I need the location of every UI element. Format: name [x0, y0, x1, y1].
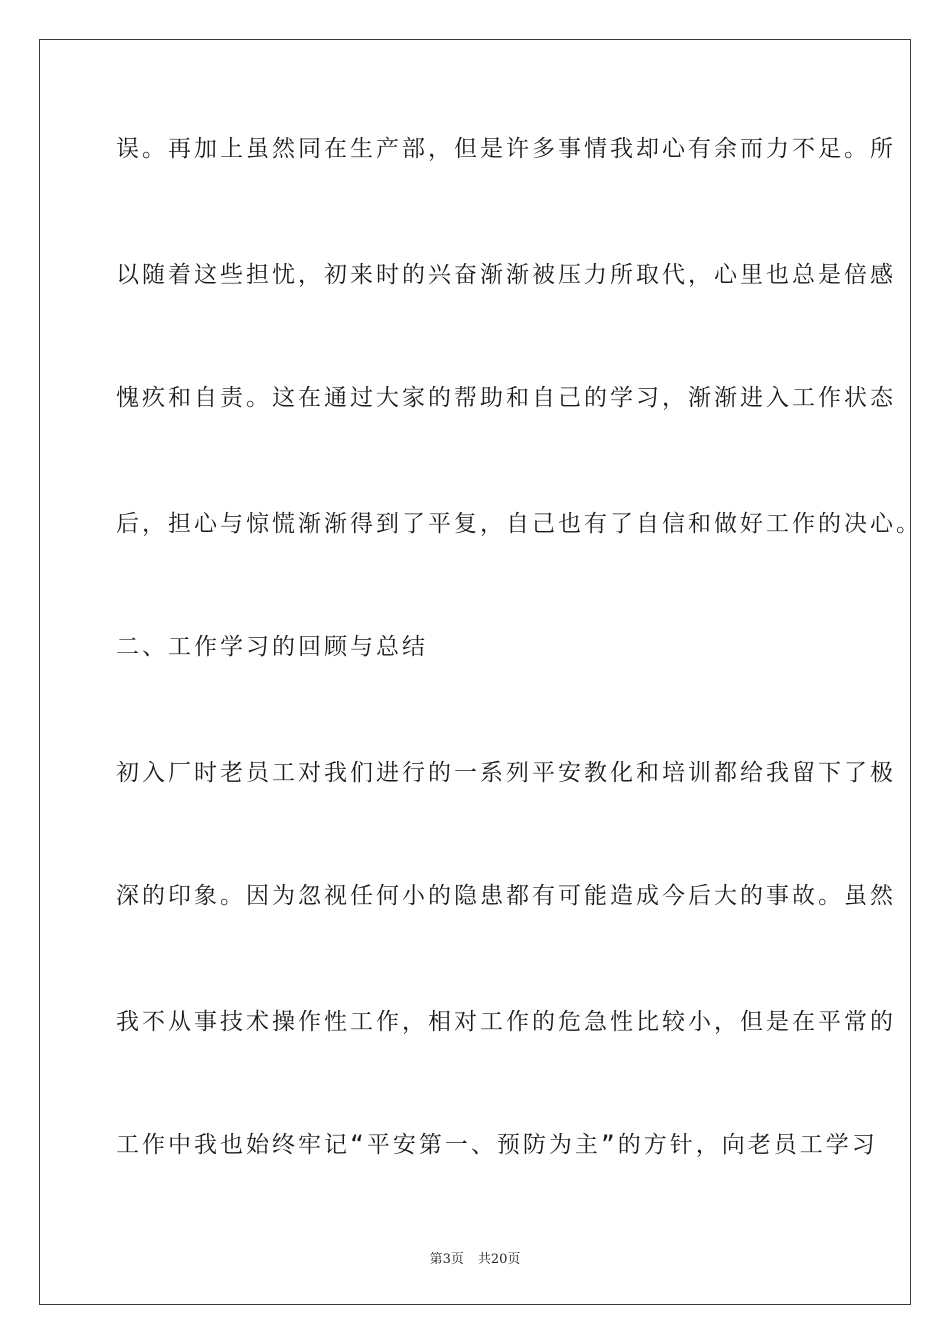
- paragraph-line: 我不从事技术操作性工作，相对工作的危急性比较小，但是在平常的: [116, 1009, 896, 1035]
- paragraph-line: 以随着这些担忧，初来时的兴奋渐渐被压力所取代，心里也总是倍感: [116, 262, 896, 288]
- paragraph-line: 误。再加上虽然同在生产部，但是许多事情我却心有余而力不足。所: [116, 136, 896, 162]
- paragraph-line: 愧疚和自责。这在通过大家的帮助和自己的学习，渐渐进入工作状态: [116, 385, 896, 411]
- paragraph-line: 深的印象。因为忽视任何小的隐患都有可能造成今后大的事故。虽然: [116, 883, 896, 909]
- page-number: 第3页: [429, 1252, 464, 1267]
- page-border: [39, 39, 911, 1305]
- paragraph-line: 工作中我也始终牢记“平安第一、预防为主”的方针，向老员工学习: [116, 1132, 878, 1158]
- page-footer: [0, 1248, 950, 1267]
- paragraph-line: 后，担心与惊慌渐渐得到了平复，自己也有了自信和做好工作的决心。: [116, 511, 922, 537]
- total-pages: 共20页: [477, 1252, 521, 1267]
- paragraph-line: 初入厂时老员工对我们进行的一系列平安教化和培训都给我留下了极: [116, 760, 896, 786]
- section-heading: 二、工作学习的回顾与总结: [116, 634, 428, 660]
